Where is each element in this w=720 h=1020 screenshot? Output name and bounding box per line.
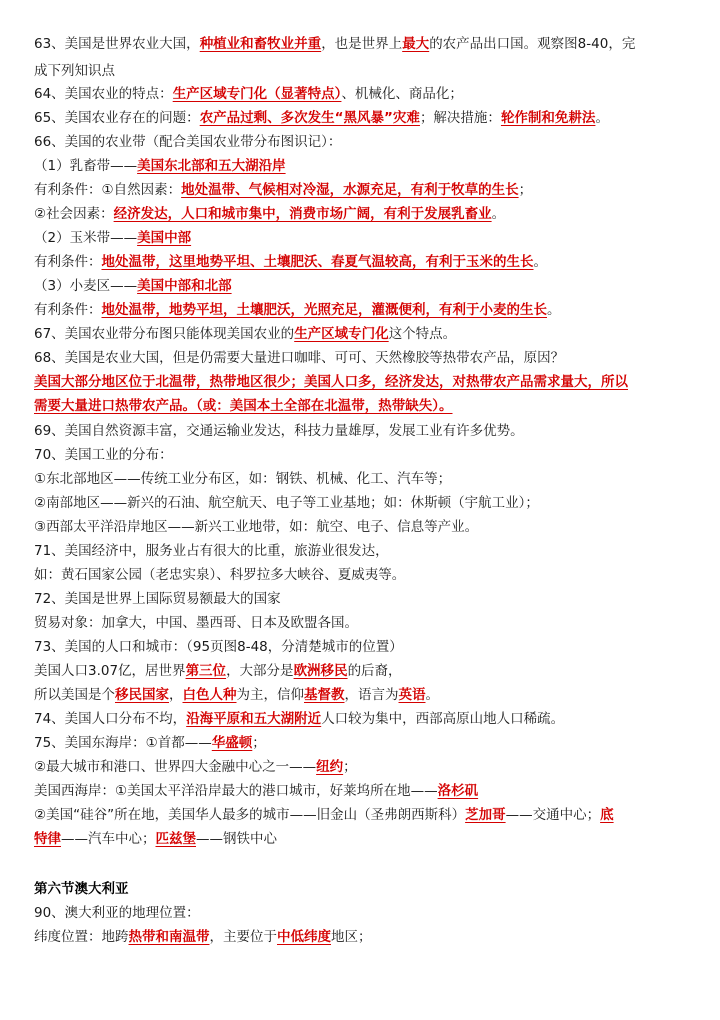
text-segment: ——钢铁中心 — [196, 831, 277, 847]
text-segment: 人口较为集中，西部高原山地人口稀疏。 — [321, 711, 565, 727]
highlighted-answer: 生产区域专门化 — [294, 326, 389, 342]
text-line — [34, 298, 694, 322]
highlighted-answer: 轮作制和免耕法 — [500, 110, 596, 126]
text-line — [34, 59, 694, 83]
text-segment: ——交通中心； — [505, 807, 601, 823]
text-segment: 74、美国人口分布不均， — [34, 711, 187, 727]
highlighted-answer: 中低纬度 — [277, 929, 331, 945]
text-segment: ； — [252, 735, 266, 751]
text-line — [34, 925, 694, 949]
text-line — [34, 394, 694, 418]
text-segment: ； — [343, 759, 357, 775]
text-line — [34, 82, 694, 106]
text-segment: 。 — [547, 302, 561, 318]
text-segment: ； — [518, 182, 533, 198]
text-segment: 美国人口3.07亿，居世界 — [34, 663, 186, 679]
text-segment: ②最大城市和港口、世界四大金融中心之一—— — [34, 759, 317, 775]
highlighted-answer: 美国大部分地区位于北温带，热带地区很少；美国人口多，经济发达，对热带农产品需求量大，所以 — [34, 374, 628, 390]
highlighted-answer: 白色人种 — [182, 687, 237, 703]
highlighted-answer: 华盛顿 — [211, 735, 253, 751]
text-segment: 73、美国的人口和城市：（95页图8-48，分清楚城市的位置） — [34, 639, 403, 655]
text-segment: ①东北部地区——传统工业分布区，如：钢铁、机械、化工、汽车等； — [34, 471, 452, 487]
text-segment: 有利条件： — [34, 254, 102, 270]
text-segment: （3）小麦区—— — [34, 278, 138, 294]
highlighted-answer: 美国中部 — [137, 230, 192, 246]
text-segment: 。 — [425, 687, 439, 703]
text-line — [34, 731, 694, 755]
text-line — [34, 683, 694, 707]
text-segment: 75、美国东海岸：①首都—— — [34, 735, 212, 751]
text-segment: ，主要位于 — [209, 929, 277, 945]
section-title: 第六节澳大利亚 — [34, 881, 129, 897]
text-segment: 纬度位置：地跨 — [34, 929, 129, 945]
text-line — [34, 635, 694, 659]
text-line — [34, 515, 694, 539]
text-line — [34, 274, 694, 298]
highlighted-answer: 热带和南温带 — [128, 929, 210, 945]
section-heading — [34, 877, 694, 901]
text-line — [34, 539, 694, 563]
highlighted-answer: 地处温带、气候相对冷湿，水源充足，有利于牧草的生长 — [181, 182, 519, 198]
highlighted-answer: 农产品过剩、多次发生“黑风暴”灾难 — [199, 110, 420, 126]
text-segment: 68、美国是农业大国，但是仍需要大量进口咖啡、可可、天然橡胶等热带农产品，原因？ — [34, 350, 565, 366]
highlighted-answer: 沿海平原和五大湖附近 — [186, 711, 322, 727]
highlighted-answer: 纽约 — [316, 759, 344, 775]
text-segment: ③西部太平洋沿岸地区——新兴工业地带，如：航空、电子、信息等产业。 — [34, 519, 479, 535]
text-segment: 贸易对象：加拿大，中国、墨西哥、日本及欧盟各国。 — [34, 615, 358, 631]
text-segment: 有利条件： — [34, 302, 102, 318]
text-segment: 70、美国工业的分布： — [34, 447, 173, 463]
highlighted-answer: 生产区域专门化（显著特点） — [172, 86, 342, 102]
text-segment: 地区； — [331, 929, 372, 945]
text-segment: 。 — [595, 110, 609, 126]
text-segment: 的农产品出口国。观察图8-40，完 — [429, 36, 636, 52]
text-line — [34, 178, 694, 202]
text-segment: 72、美国是世界上国际贸易额最大的国家 — [34, 591, 281, 607]
text-line — [34, 322, 694, 346]
highlighted-answer: 最大 — [402, 36, 430, 52]
text-segment: （2）玉米带—— — [34, 230, 138, 246]
highlighted-answer: 第三位 — [185, 663, 227, 679]
text-segment: 所以美国是个 — [34, 687, 115, 703]
highlighted-answer: 地处温带，地势平坦，土壤肥沃，光照充足，灌溉便利，有利于小麦的生长 — [101, 302, 547, 318]
text-segment: 如：黄石国家公园（老忠实泉）、科罗拉多大峡谷、夏威夷等。 — [34, 567, 406, 583]
text-line — [34, 443, 694, 467]
text-segment: 成下列知识点 — [34, 63, 115, 79]
highlighted-answer: 美国东北部和五大湖沿岸 — [137, 158, 286, 174]
highlighted-answer: 种植业和畜牧业并重 — [199, 36, 322, 52]
text-segment: 67、美国农业带分布图只能体现美国农业的 — [34, 326, 295, 342]
text-line — [34, 250, 694, 274]
text-line — [34, 202, 694, 226]
text-segment: 有利条件：①自然因素： — [34, 182, 182, 198]
text-line — [34, 346, 694, 370]
text-segment: 为主，信仰 — [236, 687, 304, 703]
text-segment: ， — [169, 687, 183, 703]
highlighted-answer: 移民国家 — [115, 687, 169, 703]
highlighted-answer: 基督教 — [304, 687, 345, 703]
text-line — [34, 154, 694, 178]
text-line — [34, 106, 694, 130]
text-line — [34, 226, 694, 250]
text-segment: 。 — [491, 206, 506, 222]
text-line — [34, 563, 694, 587]
highlighted-answer: 特律 — [34, 831, 61, 847]
text-segment: 这个特点。 — [388, 326, 457, 342]
text-segment: 63、美国是世界农业大国， — [34, 36, 200, 52]
highlighted-answer: 英语 — [398, 687, 426, 703]
text-line — [34, 827, 694, 851]
text-line — [34, 491, 694, 515]
text-segment: 69、美国自然资源丰富，交通运输业发达，科技力量雄厚，发展工业有许多优势。 — [34, 423, 524, 439]
text-line — [34, 611, 694, 635]
text-segment: ，语言为 — [344, 687, 399, 703]
text-segment: 64、美国农业的特点： — [34, 86, 173, 102]
text-segment: 90、澳大利亚的地理位置： — [34, 905, 200, 921]
highlighted-answer: 需要大量进口热带农产品。（或：美国本土全部在北温带，热带缺失）。 — [34, 398, 453, 414]
text-segment: 、机械化、商品化； — [341, 86, 463, 102]
highlighted-answer: 洛杉矶 — [437, 783, 479, 799]
text-segment: 71、美国经济中，服务业占有很大的比重，旅游业很发达， — [34, 543, 389, 559]
text-line — [34, 587, 694, 611]
text-line — [34, 779, 694, 803]
text-line — [34, 659, 694, 683]
text-segment: ，大部分是 — [226, 663, 294, 679]
text-segment: ②南部地区——新兴的石油、航空航天、电子等工业基地；如：休斯顿（宇航工业）； — [34, 495, 539, 511]
text-segment: ②社会因素： — [34, 206, 114, 222]
text-line — [34, 467, 694, 491]
text-line — [34, 370, 694, 394]
highlighted-answer: 芝加哥 — [465, 807, 506, 823]
text-segment: （1）乳畜带—— — [34, 158, 138, 174]
highlighted-answer: 经济发达，人口和城市集中，消费市场广阔，有利于发展乳畜业 — [113, 206, 492, 222]
text-segment: ；解决措施： — [419, 110, 501, 126]
highlighted-answer: 匹兹堡 — [155, 831, 196, 847]
text-line — [34, 901, 694, 925]
text-line — [34, 32, 694, 56]
highlighted-answer: 美国中部和北部 — [137, 278, 232, 294]
highlighted-answer: 欧洲移民 — [293, 663, 348, 679]
text-segment: 的后裔， — [347, 663, 402, 679]
text-segment: 65、美国农业存在的问题： — [34, 110, 200, 126]
text-segment: ，也是世界上 — [321, 36, 403, 52]
text-line — [34, 803, 694, 827]
text-segment: ②美国“硅谷”所在地，美国华人最多的城市——旧金山（圣弗朗西斯科） — [34, 807, 466, 823]
text-segment: 美国西海岸：①美国太平洋沿岸最大的港口城市，好莱坞所在地—— — [34, 783, 438, 799]
text-segment: 。 — [533, 254, 547, 270]
text-line — [34, 755, 694, 779]
text-line — [34, 707, 694, 731]
highlighted-answer: 底 — [600, 807, 614, 823]
text-line — [34, 419, 694, 443]
text-line — [34, 130, 694, 154]
text-segment: 66、美国的农业带（配合美国农业带分布图识记）： — [34, 134, 342, 150]
highlighted-answer: 地处温带，这里地势平坦、土壤肥沃、春夏气温较高，有利于玉米的生长 — [101, 254, 534, 270]
text-segment: ——汽车中心； — [61, 831, 156, 847]
